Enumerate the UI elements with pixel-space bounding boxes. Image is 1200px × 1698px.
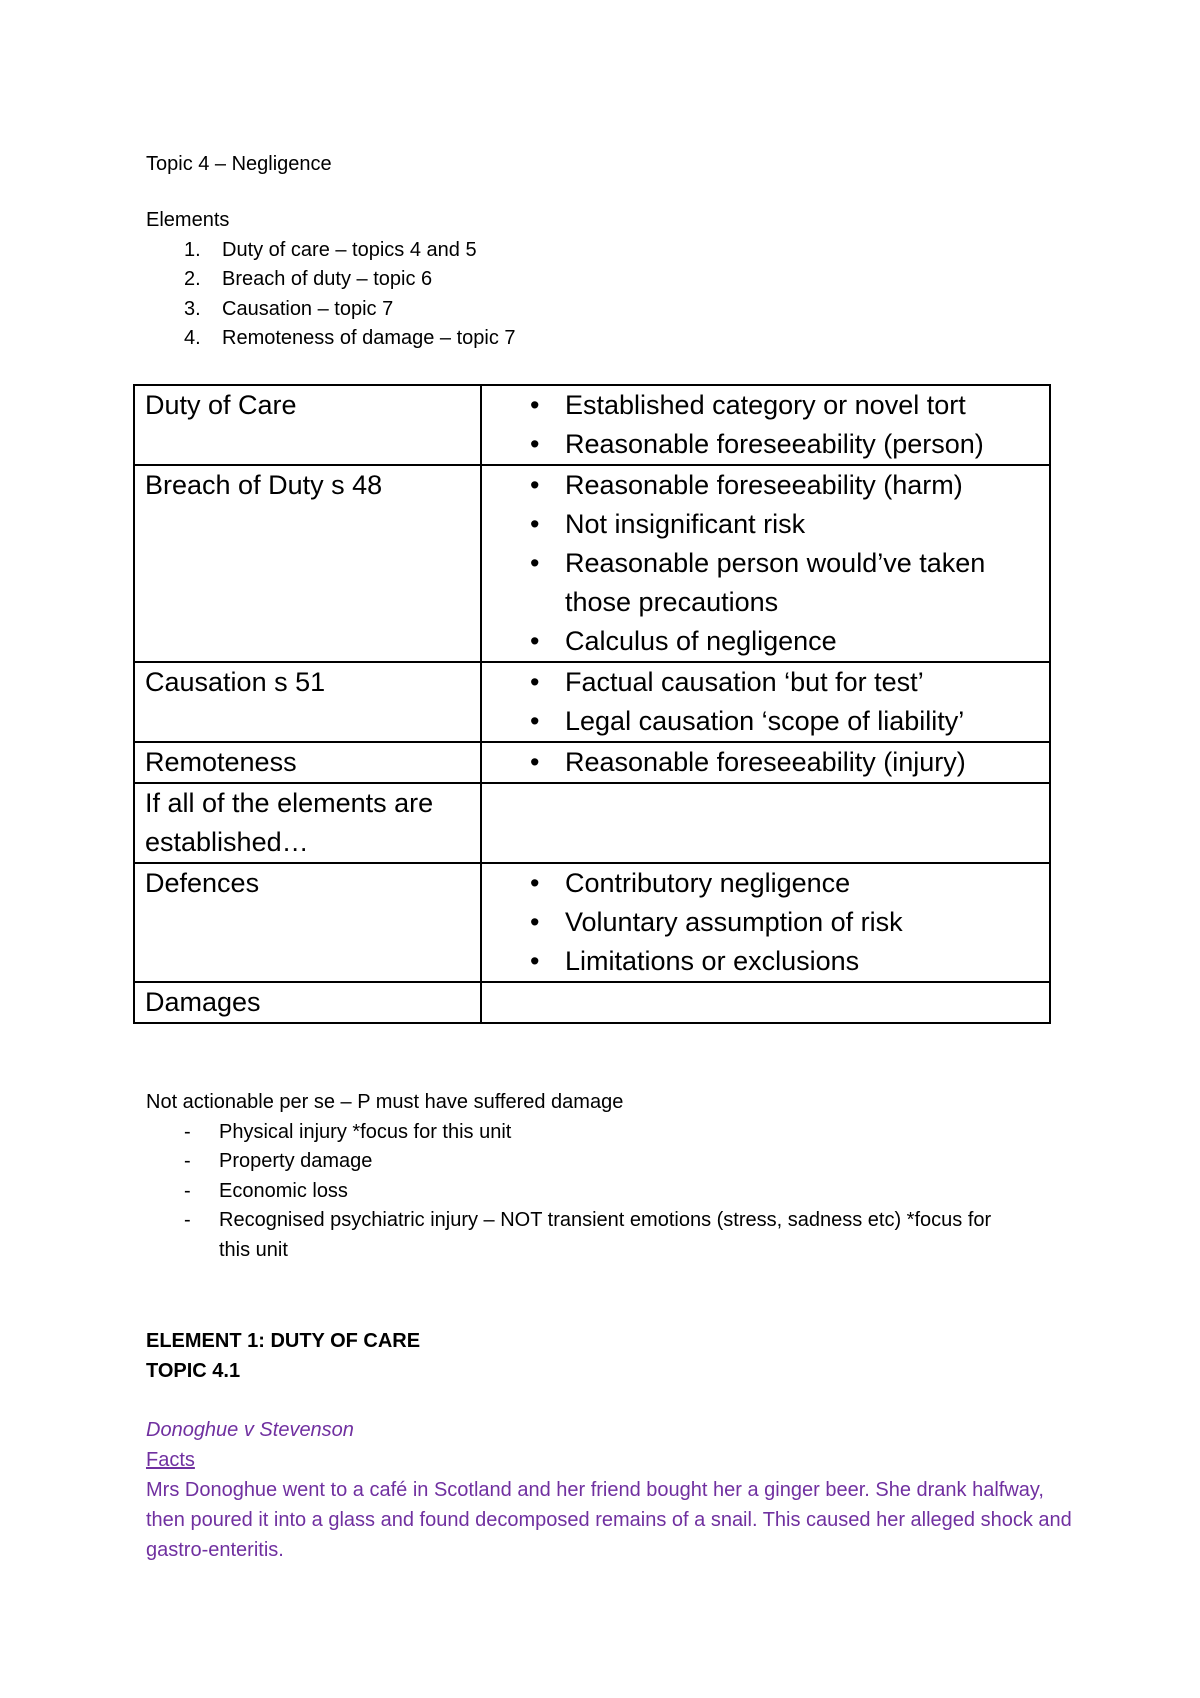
row-label: Causation s 51 (134, 662, 481, 742)
table-row (134, 742, 1050, 783)
bullet-item: • Limitations or exclusions (492, 942, 1039, 981)
element-heading: ELEMENT 1: DUTY OF CARE (146, 1330, 421, 1352)
bullet-item: • Reasonable person would’ve taken those precautions (492, 544, 1039, 622)
row-points (481, 863, 1050, 982)
row-points (481, 385, 1050, 465)
not-actionable-section (146, 1088, 1019, 1265)
topic-heading: TOPIC 4.1 (146, 1360, 241, 1382)
list-text: Causation – topic 7 (222, 297, 394, 320)
bullet-item: • Established category or novel tort (492, 386, 1039, 425)
bullet-item: • Legal causation ‘scope of liability’ (492, 702, 1039, 741)
page-title: Topic 4 – Negligence (146, 153, 332, 175)
bullet-item: • Voluntary assumption of risk (492, 903, 1039, 942)
list-item (146, 295, 516, 325)
bullet-item: • Reasonable foreseeability (harm) (492, 466, 1039, 505)
bullet-item: • Factual causation ‘but for test’ (492, 663, 1039, 702)
facts-text: Mrs Donoghue went to a café in Scotland and her friend bought her a ginger beer. She drank halfway, then poured it into a glass and found decomposed remains of a snail. This caused her alleged shock and gastro-enteritis. (146, 1479, 1072, 1561)
list-text: Remoteness of damage – topic 7 (222, 327, 516, 349)
row-points (481, 662, 1050, 742)
list-item (146, 236, 516, 266)
row-label: Defences (134, 863, 481, 982)
table-row (134, 385, 1050, 465)
row-label: Damages (134, 982, 481, 1023)
table-row (134, 982, 1050, 1023)
row-points (481, 465, 1050, 662)
row-label: If all of the elements are established… (134, 783, 481, 863)
list-item: - Property damage (146, 1147, 1019, 1177)
row-label: Breach of Duty s 48 (134, 465, 481, 662)
bullet-item: • Reasonable foreseeability (injury) (492, 743, 1039, 782)
bullet-item: • Not insignificant risk (492, 505, 1039, 544)
bullet-list (492, 663, 1039, 741)
elements-heading: Elements (146, 209, 230, 231)
list-number: 3. (184, 297, 201, 320)
bullet-list (492, 386, 1039, 464)
list-text: Breach of duty – topic 6 (222, 268, 433, 290)
bullet-item: • Contributory negligence (492, 864, 1039, 903)
bullet-list (492, 466, 1039, 661)
list-text: Duty of care – topics 4 and 5 (222, 238, 477, 261)
elements-section (146, 206, 516, 354)
table-row (134, 465, 1050, 662)
list-number: 1. (184, 238, 201, 261)
table-row (134, 662, 1050, 742)
list-item (146, 324, 516, 354)
elements-table (133, 384, 1051, 1024)
table-row (134, 863, 1050, 982)
row-label: Remoteness (134, 742, 481, 783)
bullet-list (492, 864, 1039, 981)
case-section (146, 1415, 1076, 1565)
bullet-list (492, 743, 1039, 782)
list-item (146, 265, 516, 295)
section-heading (146, 1326, 420, 1386)
case-name: Donoghue v Stevenson (146, 1419, 354, 1441)
bullet-item: • Calculus of negligence (492, 622, 1039, 661)
list-number: 2. (184, 268, 201, 290)
row-label: Duty of Care (134, 385, 481, 465)
list-item: - Economic loss (146, 1177, 1019, 1207)
not-actionable-intro: Not actionable per se – P must have suffered damage (146, 1091, 624, 1113)
row-points (481, 783, 1050, 863)
elements-table-wrapper (133, 384, 1051, 1024)
damage-type-list (146, 1118, 1019, 1266)
facts-label: Facts (146, 1449, 195, 1471)
list-number: 4. (184, 327, 201, 349)
bullet-item: • Reasonable foreseeability (person) (492, 425, 1039, 464)
elements-list (146, 236, 516, 354)
list-item: - Recognised psychiatric injury – NOT transient emotions (stress, sadness etc) *focus for this unit (146, 1206, 1019, 1265)
list-item: - Physical injury *focus for this unit (146, 1118, 1019, 1148)
row-points (481, 742, 1050, 783)
table-row (134, 783, 1050, 863)
row-points (481, 982, 1050, 1023)
